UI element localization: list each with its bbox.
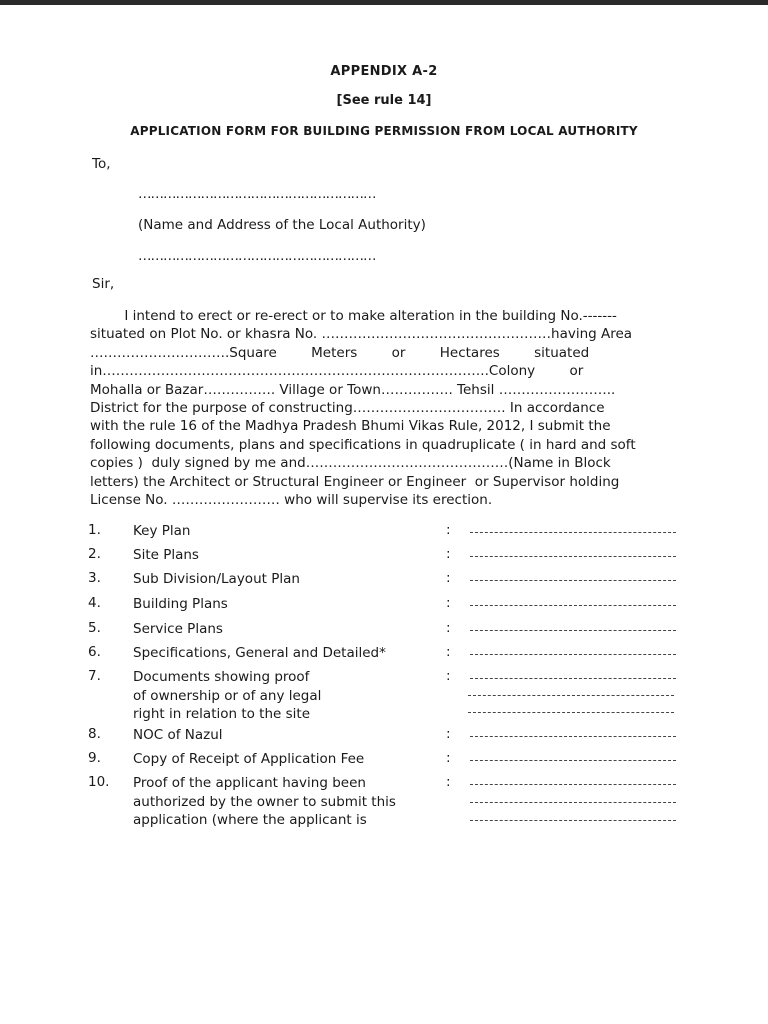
to-label: To, (92, 156, 111, 172)
paragraph-line: letters) the Architect or Structural Engineer or Engineer or Supervisor holding (90, 473, 620, 490)
paragraph-line: copies ) duly signed by me and………………………………………(Name in Block (90, 455, 611, 472)
item-label: Service Plans (133, 621, 223, 637)
item-blank (470, 556, 676, 557)
paragraph-line: following documents, plans and specifications in quadruplicate ( in hard and soft (90, 436, 636, 453)
item-label-line: Proof of the applicant having been (133, 775, 366, 791)
item-label-line: of ownership or of any legal (133, 687, 322, 704)
item-number: 7. (88, 668, 101, 684)
item-blank (470, 820, 676, 821)
item-number: 5. (88, 620, 101, 636)
item-label-line: application (where the applicant is (133, 812, 367, 829)
paragraph-line: situated on Plot No. or khasra No. ……………………………………………having Area (90, 326, 633, 343)
item-blank (468, 712, 674, 713)
salutation: Sir, (92, 276, 115, 292)
authority-blank-line-1: ………………………………………………… (138, 186, 376, 202)
form-title: APPLICATION FORM FOR BUILDING PERMISSION FROM LOCAL AUTHORITY (130, 124, 638, 138)
item-blank (468, 695, 674, 696)
item-label-line: Documents showing proof (133, 669, 310, 685)
item-number: 2. (88, 546, 101, 562)
item-blank (470, 760, 676, 761)
item-blank (470, 678, 676, 679)
item-blank (470, 630, 676, 631)
item-label (133, 668, 321, 724)
item-label-line: right in relation to the site (133, 706, 311, 723)
item-colon: : (446, 668, 451, 684)
item-label: Building Plans (133, 596, 228, 612)
paragraph-line: District for the purpose of constructing……………………………. In accordance (90, 399, 605, 416)
item-blank (470, 580, 676, 581)
item-number: 3. (88, 570, 101, 586)
item-label-line: authorized by the owner to submit this (133, 793, 396, 810)
item-blank (470, 784, 676, 785)
authority-blank-line-2: ………………………………………………… (138, 248, 376, 264)
rule-reference: [See rule 14] (336, 93, 432, 108)
item-number: 10. (88, 774, 110, 790)
paragraph-line: ………………………….Square Meters or Hectares situated (90, 344, 590, 361)
item-colon: : (446, 570, 451, 586)
item-label (133, 774, 396, 830)
item-blank (470, 532, 676, 533)
paragraph-line: Mohalla or Bazar……………. Village or Town……………. Tehsil …………………….. (90, 381, 616, 398)
appendix-heading: APPENDIX A-2 (330, 64, 438, 79)
item-colon: : (446, 774, 451, 790)
item-colon: : (446, 644, 451, 660)
item-label: Copy of Receipt of Application Fee (133, 751, 365, 767)
paragraph-line: I intend to erect or re-erect or to make alteration in the building No.------- (90, 308, 617, 324)
item-number: 9. (88, 750, 101, 766)
item-label: Site Plans (133, 547, 199, 563)
item-colon: : (446, 726, 451, 742)
item-colon: : (446, 522, 451, 538)
authority-caption: (Name and Address of the Local Authority) (138, 217, 426, 233)
item-blank (470, 802, 676, 803)
item-colon: : (446, 546, 451, 562)
item-number: 1. (88, 522, 101, 538)
paragraph-line: License No. …………………… who will supervise its erection. (90, 491, 493, 508)
application-paragraph (90, 307, 684, 509)
item-number: 4. (88, 595, 101, 611)
paragraph-line: with the rule 16 of the Madhya Pradesh Bhumi Vikas Rule, 2012, I submit the (90, 418, 611, 435)
item-label: Specifications, General and Detailed* (133, 645, 386, 661)
paragraph-line: in…………………………………………………………………………..Colony or (90, 363, 584, 380)
item-number: 8. (88, 726, 101, 742)
item-label: NOC of Nazul (133, 727, 223, 743)
item-colon: : (446, 595, 451, 611)
item-blank (470, 654, 676, 655)
item-label: Key Plan (133, 523, 191, 539)
item-number: 6. (88, 644, 101, 660)
item-blank (470, 605, 676, 606)
item-colon: : (446, 750, 451, 766)
item-colon: : (446, 620, 451, 636)
item-label: Sub Division/Layout Plan (133, 571, 300, 587)
item-blank (470, 736, 676, 737)
